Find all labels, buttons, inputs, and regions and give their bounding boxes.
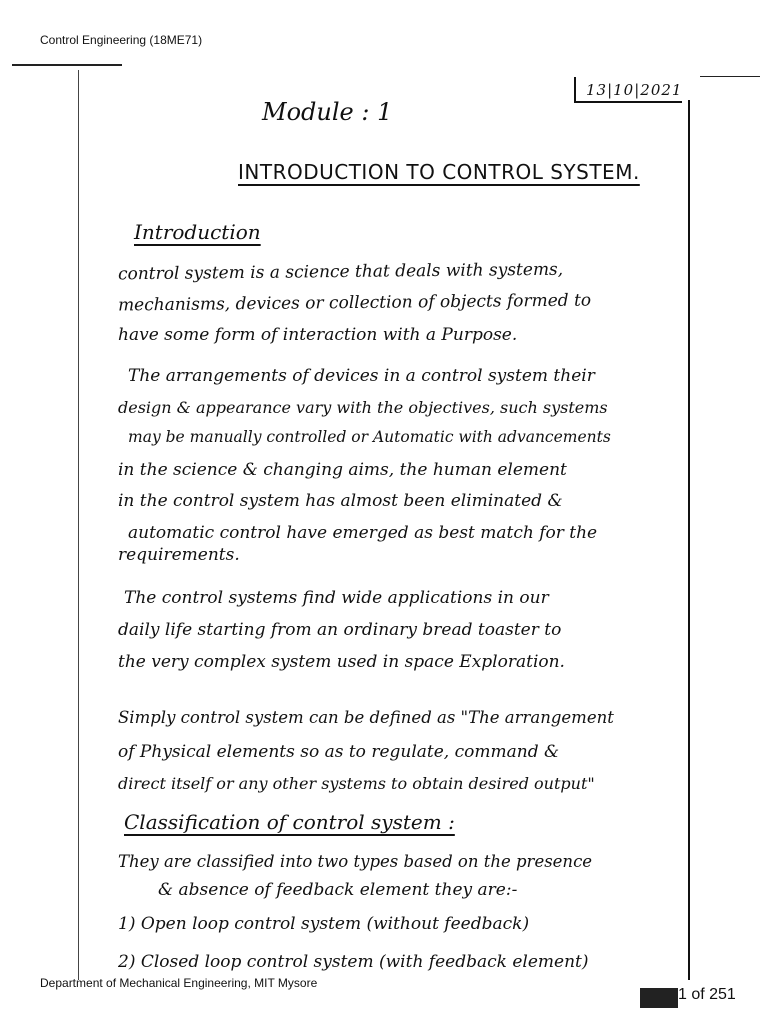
course-header: Control Engineering (18ME71) xyxy=(40,33,203,47)
module-title: Module : 1 xyxy=(262,98,393,126)
body-line: daily life starting from an ordinary bread toaster to xyxy=(118,620,562,640)
page-frame-left xyxy=(78,70,79,980)
footer-department: Department of Mechanical Engineering, MIT Mysore xyxy=(40,976,318,990)
body-line: Simply control system can be defined as "The arrangement xyxy=(118,708,614,727)
body-line: 2) Closed loop control system (with feedback element) xyxy=(118,952,589,972)
body-line: mechanisms, devices or collection of objects formed to xyxy=(117,290,592,316)
body-line: & absence of feedback element they are:- xyxy=(158,880,518,900)
body-line: have some form of interaction with a Purpose. xyxy=(118,325,518,345)
body-line: 1) Open loop control system (without feedback) xyxy=(118,914,530,934)
body-line: They are classified into two types based on the presence xyxy=(118,852,593,871)
body-line: The arrangements of devices in a control system their xyxy=(128,366,595,386)
body-line: automatic control have emerged as best match for the xyxy=(128,523,598,543)
body-line: direct itself or any other systems to obtain desired output" xyxy=(118,774,595,793)
scan-top-rule xyxy=(12,64,122,66)
body-line: the very complex system used in space Exploration. xyxy=(118,652,565,672)
body-line: may be manually controlled or Automatic with advancements xyxy=(128,428,611,446)
body-line: design & appearance vary with the objectives, such systems xyxy=(118,398,608,417)
body-line: requirements. xyxy=(118,545,240,565)
page-number-mark xyxy=(640,988,678,1008)
page-number: 1 of 251 xyxy=(678,986,736,1003)
intro-heading: Introduction xyxy=(134,220,261,244)
body-line: control system is a science that deals with systems, xyxy=(117,259,564,285)
classification-heading: Classification of control system : xyxy=(124,810,455,834)
body-line: in the control system has almost been eliminated & xyxy=(118,491,563,511)
body-line: in the science & changing aims, the human element xyxy=(118,460,567,480)
body-line: of Physical elements so as to regulate, command & xyxy=(118,742,560,762)
scan-top-rule-right xyxy=(700,76,760,77)
date-stamp: 13|10|2021 xyxy=(574,77,682,103)
page-frame-right xyxy=(688,100,690,980)
body-line: The control systems find wide applications in our xyxy=(124,588,549,608)
chapter-title: INTRODUCTION TO CONTROL SYSTEM. xyxy=(238,160,640,184)
